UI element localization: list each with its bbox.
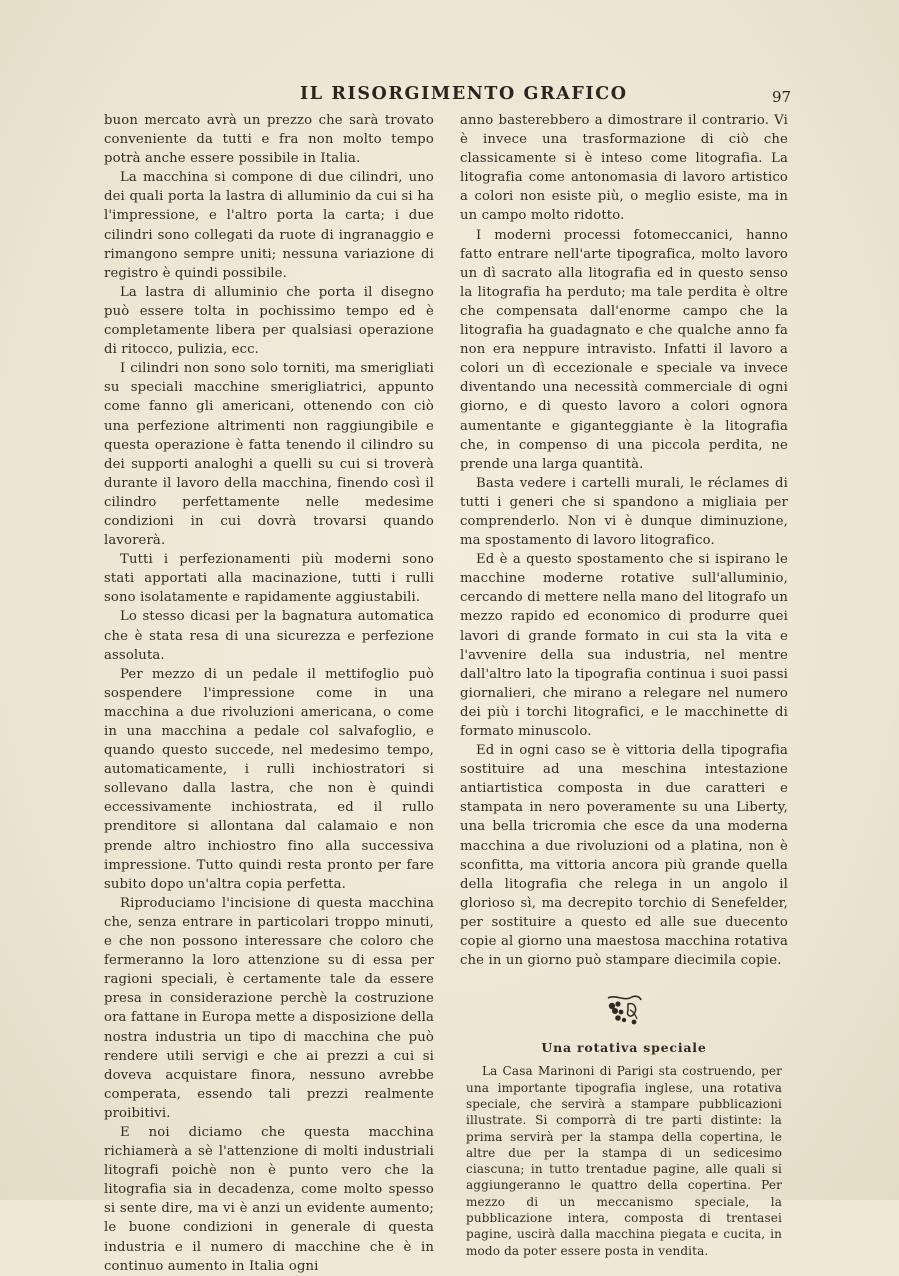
paragraph: I cilindri non sono solo torniti, ma smerigliati su speciali macchine smerigliatrici, appunto come fanno gli americani, ottenendo con ciò una perfezione altrimenti non raggiungibile e questa operazione è fatta tenendo il cilindro su dei supporti analoghi a quelli su cui si troverà durante il lavoro della macchina, finendo così il cilindro perfettamente nelle medesime condizioni in cui dovrà trovarsi quando lavorerà.	[104, 361, 434, 549]
paragraph: Per mezzo di un pedale il mettifoglio può sospendere l'impressione come in una macchina a due rivoluzioni americana, o come in una macchina a pedale col salvafoglio, e quando questo succede, nel medesimo tempo, automaticamente, i rulli inchiostratori si sollevano dalla lastra, che non è quindi eccessivamente inchiostrata, ed il rullo prenditore si allontana dal calamaio e non prende altro inchiostro fino alla successiva impressione. Tutto quindi resta pronto per fare subito dopo un'altra copia perfetta.	[104, 666, 434, 892]
left-column	[104, 111, 434, 1276]
floral-ornament-icon	[604, 992, 644, 1028]
running-header	[0, 84, 899, 108]
paragraph: Ed in ogni caso se è vittoria della tipografia sostituire ad una meschina intestazione antiartistica composta in due caratteri e stampata in nero poveramente su una Liberty, una bella tricromia che esce da una moderna macchina a due rivoluzioni od a platina, non è sconfitta, ma vittoria ancora più grande quella della litografia che relega in un angolo il glorioso sì, ma decrepito torchio di Senefelder, per sostituire a questo ed alle sue duecento copie al giorno una maestosa macchina rotativa che in un giorno può stampare diecimila copie.	[460, 743, 788, 969]
paragraph: La lastra di alluminio che porta il disegno può essere tolta in pochissimo tempo ed è completamente libera per qualsiasi operazione di ritocco, pulizia, ecc.	[104, 284, 434, 358]
paragraph: buon mercato avrà un prezzo che sarà trovato conveniente da tutti e fra non molto tempo potrà anche essere possibile in Italia.	[104, 113, 434, 167]
paragraph: Riproduciamo l'incisione di questa macchina che, senza entrare in particolari troppo minuti, e che non possono interessare che coloro che fermeranno la loro attenzione su di essa per ragioni speciali, è certamente tale da essere presa in considerazione perchè la costruzione ora fattane in Europa mette a disposizione della nostra industria un tipo di macchina che può rendere utili servigi e che ai prezzi a cui si doveva acquistare finora, nessuno avrebbe comperata, essendo tali prezzi realmente proibitivi.	[104, 895, 434, 1121]
paragraph: Ed è a questo spostamento che si ispirano le macchine moderne rotative sull'alluminio, cercando di mettere nella mano del litografo un mezzo rapido ed economico di produrre quei lavori di grande formato in cui sta la vita e l'avvenire della sua industria, nel mentre dall'altro lato la tipografia continua i suoi passi giornalieri, che mirano a relegare nel numero dei più i torchi litografici, e le macchinette di formato minuscolo.	[460, 552, 788, 739]
paragraph: La macchina si compone di due cilindri, uno dei quali porta la lastra di alluminio da cui si ha l'impressione, e l'altro porta la carta; i due cilindri sono collegati da ruote di ingranaggio e rimangono sempre uniti; nessuna variazione di registro è quindi possibile.	[104, 170, 434, 281]
page-number: 97	[772, 88, 792, 106]
paragraph: I moderni processi fotomeccanici, hanno fatto entrare nell'arte tipografica, molto lavoro un dì sacrato alla litografia ed in questo senso la litografia ha perduto; ma tale perdita è oltre che compensata dall'enorme campo che la litografia ha guadagnato e che qualche anno fa non era neppure intravisto. Infatti il lavoro a colori un dì eccezionale e speciale va invece diventando una necessità commerciale di ogni giorno, e di questo lavoro a colori ognora aumentante e giganteggiante è la litografia che, in compenso di una piccola perdita, ne prende una larga quantità.	[460, 227, 788, 472]
paragraph: Lo stesso dicasi per la bagnatura automatica che è stata resa di una sicurezza e perfezione assoluta.	[104, 609, 434, 663]
paragraph: Tutti i perfezionamenti più moderni sono stati apportati alla macinazione, tutti i rulli sono isolatamente e rapidamente aggiustabili.	[104, 552, 434, 606]
paragraph: E noi diciamo che questa macchina richiamerà a sè l'attenzione di molti industriali litografi poichè non è punto vero che la litografia sia in decadenza, come molto spesso si sente dire, ma vi è anzi un evidente aumento; le buone condizioni in generale di questa industria e il numero di macchine che è in continuo aumento in Italia ogni	[104, 1124, 434, 1274]
paragraph: Basta vedere i cartelli murali, le réclames di tutti i generi che si spandono a migliaia per comprenderlo. Non vi è dunque diminuzione, ma spostamento di lavoro litografico.	[460, 475, 788, 549]
page-title: IL RISORGIMENTO GRAFICO	[300, 84, 628, 104]
section-title: Una rotativa speciale	[541, 1040, 707, 1056]
section-body: La Casa Marinoni di Parigi sta costruendo, per una importante tipografia inglese, una rotativa speciale, che servirà a stampare pubblicazioni illustrate. Si comporrà di tre parti distinte: la prima servirà per la stampa della copertina, le altre due per la stampa di un sedicesimo ciascuna; in tutto trentadue pagine, alle quali si aggiungeranno le quattro della copertina. Per mezzo di un meccanismo speciale, la pubblicazione intera, composta di trentasei pagine, uscirà dalla macchina piegata e cucita, in modo da poter essere posta in vendita.	[466, 1064, 782, 1258]
paragraph: anno basterebbero a dimostrare il contrario. Vi è invece una trasformazione di ciò che classicamente si è inteso come litografia. La litografia come antonomasia di lavoro artistico a colori non esiste più, o meglio esiste, ma in un campo molto ridotto.	[460, 113, 788, 224]
right-column	[460, 111, 788, 1259]
